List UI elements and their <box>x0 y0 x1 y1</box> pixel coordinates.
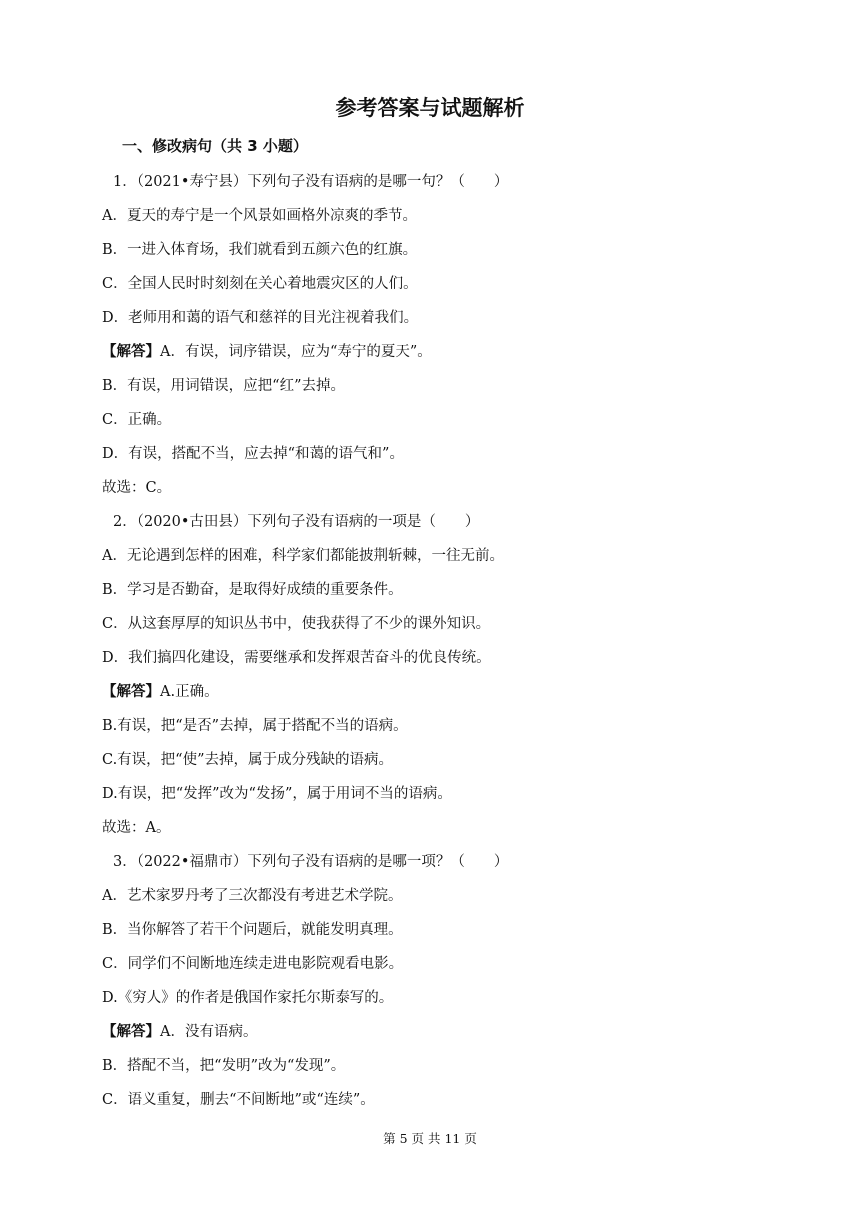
answer-line: B.有误，把“是否”去掉，属于搭配不当的语病。 <box>102 718 408 734</box>
answer-line: B．搭配不当，把“发明”改为“发现”。 <box>102 1058 346 1074</box>
answer-line <box>102 680 219 701</box>
page-footer: 第 5 页 共 11 页 <box>383 1131 477 1146</box>
answer-line: C．正确。 <box>102 412 172 428</box>
option: A．夏天的寿宁是一个风景如画格外凉爽的季节。 <box>102 208 417 224</box>
answer-text: A．没有语病。 <box>160 1024 258 1040</box>
section-heading: 一、修改病句（共 3 小题） <box>122 137 308 155</box>
option: B．学习是否勤奋，是取得好成绩的重要条件。 <box>102 582 403 598</box>
option: C．同学们不间断地连续走进电影院观看电影。 <box>102 956 404 972</box>
answer-text: A.正确。 <box>160 684 219 700</box>
answer-line: 故选：C。 <box>102 480 172 496</box>
answer-line: B．有误，用词错误，应把“红”去掉。 <box>102 378 345 394</box>
option: C．全国人民时时刻刻在关心着地震灾区的人们。 <box>102 276 418 292</box>
answer-text: A．有误，词序错误，应为“寿宁的夏天”。 <box>160 344 432 360</box>
option: D．我们搞四化建设，需要继承和发挥艰苦奋斗的优良传统。 <box>102 650 491 666</box>
question-stem: 2．（2020•古田县）下列句子没有语病的一项是（ ） <box>113 514 480 530</box>
answer-line <box>102 1020 257 1041</box>
question-stem: 1．（2021•寿宁县）下列句子没有语病的是哪一句？（ ） <box>113 174 509 190</box>
option: A．艺术家罗丹考了三次都没有考进艺术学院。 <box>102 888 403 904</box>
answer-tag: 【解答】 <box>102 343 160 360</box>
question-stem: 3．（2022•福鼎市）下列句子没有语病的是哪一项？（ ） <box>113 854 509 870</box>
option: C．从这套厚厚的知识丛书中，使我获得了不少的课外知识。 <box>102 616 491 632</box>
answer-line: C.有误，把“使”去掉，属于成分残缺的语病。 <box>102 752 394 768</box>
answer-line: 故选：A。 <box>102 820 171 836</box>
answer-line: D.有误，把“发挥”改为“发扬”，属于用词不当的语病。 <box>102 786 452 802</box>
answer-tag: 【解答】 <box>102 1023 160 1040</box>
option: B．一进入体育场，我们就看到五颜六色的红旗。 <box>102 242 418 258</box>
answer-tag: 【解答】 <box>102 683 160 700</box>
answer-line: D．有误，搭配不当，应去掉“和蔼的语气和”。 <box>102 446 404 462</box>
answer-line <box>102 340 432 361</box>
option: A．无论遇到怎样的困难，科学家们都能披荆斩棘，一往无前。 <box>102 548 504 564</box>
option: D．老师用和蔼的语气和慈祥的目光注视着我们。 <box>102 310 419 326</box>
option: D.《穷人》的作者是俄国作家托尔斯泰写的。 <box>102 990 394 1006</box>
answer-line: C．语义重复，删去“不间断地”或“连续”。 <box>102 1092 375 1108</box>
page-title: 参考答案与试题解析 <box>335 96 525 120</box>
option: B．当你解答了若干个问题后，就能发明真理。 <box>102 922 403 938</box>
